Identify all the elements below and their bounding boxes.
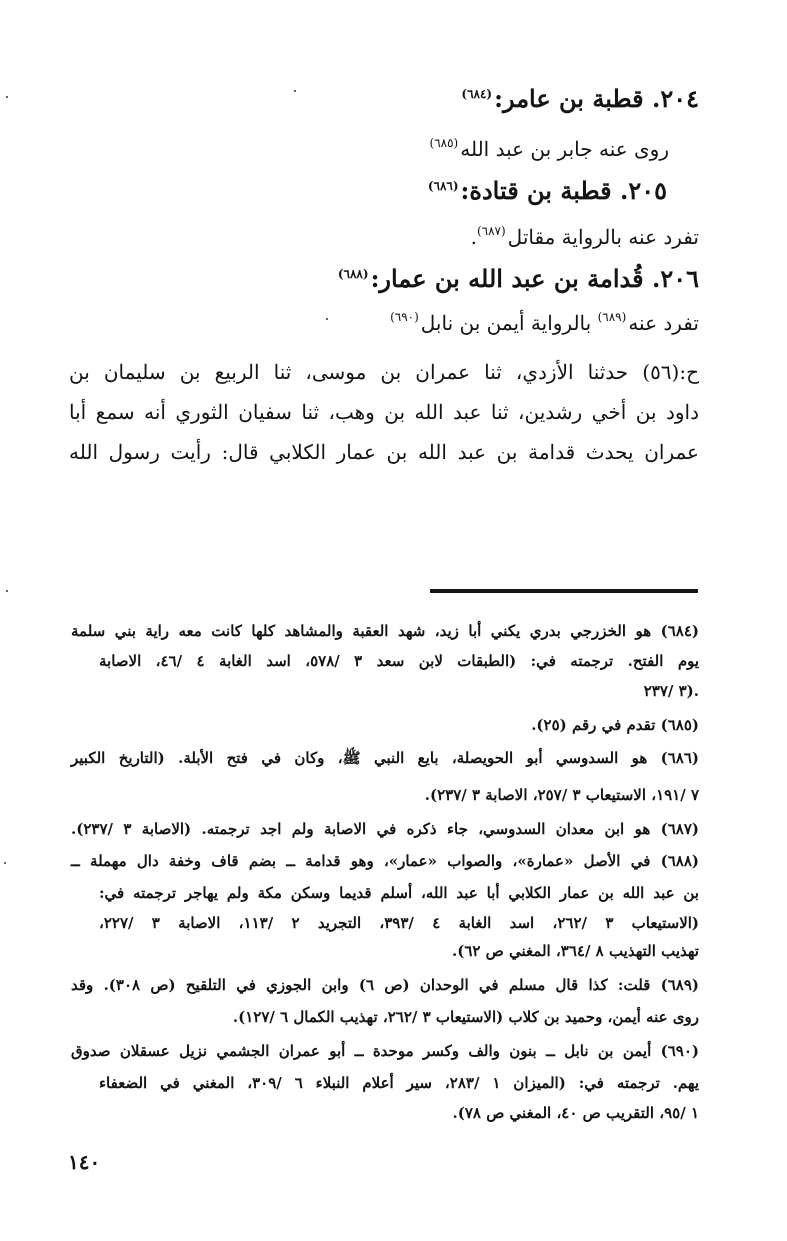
entry-body-tail: . xyxy=(470,225,477,249)
entry-heading-text: ٢٠٤. قطبة بن عامر: xyxy=(494,84,699,113)
footnote-ref: (٦٨٤) xyxy=(461,87,493,101)
scan-speck xyxy=(4,862,6,864)
footnote-690-line-2: يهم. ترجمته في: (الميزان ١ /٢٨٣، سير أعلام النبلاء ٦ /٣٠٩، المغني في الضعفاء xyxy=(99,1074,699,1092)
footnote-ref: (٦٩٠) xyxy=(390,310,419,324)
footnote-688-line-4: تهذيب التهذيب ٨ /٣٦٤، المغني ص ٦٢). xyxy=(452,942,699,960)
footnote-685: (٦٨٥) تقدم في رقم (٢٥). xyxy=(531,716,699,734)
footnote-684-line-1: (٦٨٤) هو الخزرجي بدري يكني أبا زيد، شهد العقبة والمشاهد كلها كانت معه راية بني سلمة xyxy=(71,622,699,640)
narration-line-3: عمران يحدث قدامة بن عبد الله بن عمار الكلابي قال: رأيت رسول الله xyxy=(69,440,699,464)
scan-speck xyxy=(294,90,296,92)
entry-heading-text: ٢٠٦. قُدامة بن عبد الله بن عمار: xyxy=(370,264,699,293)
footnote-687: (٦٨٧) هو ابن معدان السدوسي، جاء ذكره في الاصابة ولم اجد ترجمته. (الاصابة ٣ /٢٣٧). xyxy=(71,820,699,838)
entry-body-205 xyxy=(471,224,699,249)
footnote-686-line-2: ٧ /١٩١، الاستيعاب ٣ /٢٥٧، الاصابة ٣ /٢٣٧). xyxy=(424,786,699,804)
entry-body-text: تفرد عنه xyxy=(628,311,699,335)
footnote-689-line-1: (٦٨٩) قلت: كذا قال مسلم في الوحدان (ص ٦) وابن الجوزي في التلقيح (ص ٣٠٨). وقد xyxy=(71,976,699,994)
footnote-690-line-3: ١ /٩٥، التقريب ص ٤٠، المغني ص ٧٨). xyxy=(452,1104,699,1122)
narration-line-2: داود بن أخي رشدين، ثنا عبد الله بن وهب، ثنا سفيان الثوري أنه سمع أبا xyxy=(69,400,699,424)
scan-speck xyxy=(326,318,328,320)
entry-body-206 xyxy=(390,310,699,335)
footnote-684-line-2: يوم الفتح. ترجمته في: (الطبقات لابن سعد ٣ /٥٧٨، اسد الغابة ٤ /٤٦، الاصابة xyxy=(99,652,700,670)
footnote-separator xyxy=(430,589,698,593)
entry-heading-text: ٢٠٥. قطبة بن قتادة: xyxy=(460,176,667,205)
scan-speck xyxy=(6,590,8,592)
footnote-690-line-1: (٦٩٠) أيمن بن نابل ــ بنون والف وكسر موحدة ــ أبو عمران الجشمي نزيل عسقلان صدوق xyxy=(71,1042,699,1060)
footnote-688-line-2: بن عبد الله بن عمار الكلابي أبا عبد الله، أسلم قديما وسكن مكة ولم يهاجر ترجمته في: xyxy=(99,884,699,902)
entry-heading-205 xyxy=(428,176,667,205)
entry-body-text: تفرد عنه بالرواية مقاتل xyxy=(507,225,699,249)
footnote-ref: (٦٨٦) xyxy=(427,179,459,193)
page-number: ١٤٠ xyxy=(68,1150,101,1174)
footnote-ref: (٦٨٨) xyxy=(337,267,369,281)
footnote-686-line-1: (٦٨٦) هو السدوسي أبو الحويصلة، بايع النبي ﷺ، وكان في فتح الأبلة. (التاريخ الكبير xyxy=(71,749,699,767)
footnote-688-line-1: (٦٨٨) في الأصل «عمارة»، والصواب «عمار»، وهو قدامة ــ بضم قاف وخفة دال مهملة ــ xyxy=(71,852,699,870)
entry-heading-204 xyxy=(461,84,699,113)
entry-body-text: روى عنه جابر بن عبد الله xyxy=(460,137,669,161)
entry-body-204 xyxy=(430,136,669,161)
narration-line-1: ح:(٥٦) حدثنا الأزدي، ثنا عمران بن موسى، ثنا الربيع بن سليمان بن xyxy=(69,360,699,384)
entry-heading-206 xyxy=(338,264,699,293)
footnote-ref: (٦٨٧) xyxy=(476,224,506,238)
entry-body-text: بالرواية أيمن بن نابل xyxy=(420,311,592,335)
footnote-684-line-3: ٣ /٢٣٧). xyxy=(643,682,699,700)
scan-speck xyxy=(6,96,8,98)
footnote-688-line-3: (الاستيعاب ٣ /٢٦٢، اسد الغابة ٤ /٣٩٣، التجريد ٢ /١١٣، الاصابة ٣ /٢٢٧، xyxy=(99,914,700,932)
footnote-ref: (٦٨٩) xyxy=(597,310,627,324)
footnote-689-line-2: روى عنه أيمن، وحميد بن كلاب (الاستيعاب ٣ /٢٦٢، تهذيب الكمال ٦ /١٢٧). xyxy=(232,1008,699,1026)
footnote-ref: (٦٨٥) xyxy=(429,136,459,150)
